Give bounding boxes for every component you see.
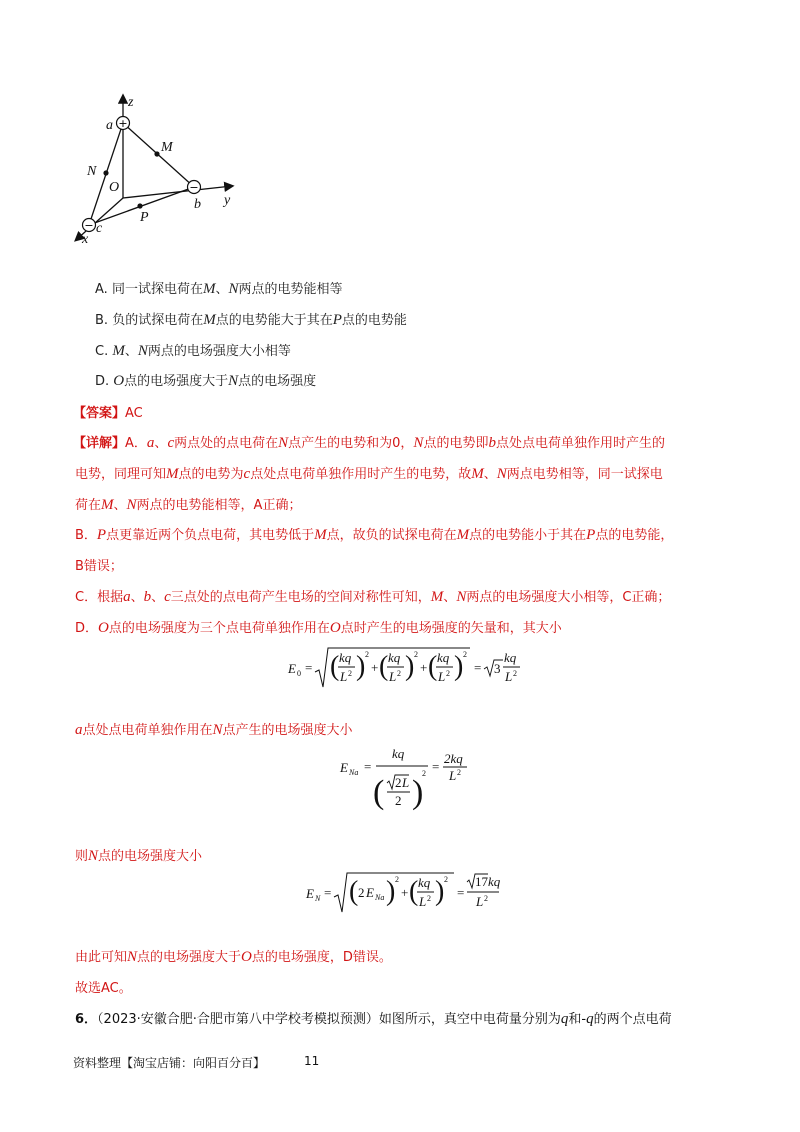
svg-text:kq: kq	[504, 650, 517, 665]
svg-text:=: =	[432, 759, 440, 774]
charge-a	[117, 117, 130, 131]
svg-text:): )	[356, 651, 366, 682]
option-c: C. M、N两点的电场强度大小相等	[95, 343, 291, 359]
svg-text:2: 2	[446, 669, 450, 678]
svg-text:L: L	[402, 775, 410, 790]
svg-text:2: 2	[395, 775, 402, 790]
svg-text:+: +	[420, 660, 428, 675]
svg-text:+: +	[371, 660, 379, 675]
svg-text:=: =	[457, 885, 465, 900]
svg-text:kq: kq	[388, 650, 401, 665]
label-N: N	[87, 164, 97, 179]
point-M	[154, 151, 159, 156]
svg-text:17: 17	[475, 874, 488, 889]
label-O: O	[109, 180, 120, 195]
detail-a-line1: 【详解】A．a、c两点处的点电荷在N点产生的电势和为0，N点的电势即b点处点电荷单独作用时产生的	[73, 435, 665, 451]
label-b: b	[194, 197, 201, 212]
svg-text:2: 2	[513, 669, 517, 678]
svg-text:L: L	[505, 669, 513, 684]
answer-line: 【答案】AC	[73, 406, 143, 421]
svg-text:L: L	[419, 894, 427, 909]
svg-text:kq: kq	[418, 875, 431, 890]
detail-a-line3: 荷在M、N两点的电势能相等，A正确；	[75, 497, 302, 513]
footer-source: 资料整理【淘宝店铺：向阳百分百】	[73, 1056, 266, 1070]
choose-line: 故选AC。	[75, 981, 132, 996]
svg-text:): )	[454, 651, 464, 682]
svg-text:): )	[435, 876, 445, 907]
charge-configuration-figure	[60, 88, 250, 248]
svg-text:2: 2	[457, 768, 461, 777]
svg-text:−: −	[189, 181, 199, 194]
svg-text:=: =	[474, 660, 482, 675]
svg-text:+: +	[118, 117, 128, 130]
option-d: D. O点的电场强度大于N点的电场强度	[95, 373, 317, 389]
svg-text:2: 2	[427, 894, 431, 903]
svg-text:2: 2	[395, 793, 402, 808]
label-a: a	[106, 118, 113, 133]
svg-text:2: 2	[348, 669, 352, 678]
svg-text:2: 2	[484, 894, 488, 903]
detail-b-line2: B错误；	[75, 559, 123, 574]
label-M: M	[161, 140, 173, 155]
svg-text:2: 2	[358, 885, 365, 900]
detail-a-line2: 电势，同理可知M点的电势为c点处点电荷单独作用时产生的电势，故M、N两点电势相等，同一试探电	[75, 466, 663, 482]
svg-text:(: (	[379, 651, 389, 682]
svg-text:2: 2	[444, 875, 448, 884]
equation-ena	[338, 745, 468, 813]
svg-text:L: L	[340, 669, 348, 684]
svg-text:=: =	[324, 885, 332, 900]
point-N	[103, 170, 108, 175]
point-P	[137, 203, 142, 208]
y-axis	[123, 186, 232, 198]
charge-b	[188, 181, 201, 195]
svg-text:2: 2	[395, 875, 399, 884]
svg-text:Na: Na	[349, 768, 359, 777]
svg-text:L: L	[438, 669, 446, 684]
svg-text:=: =	[364, 759, 372, 774]
after-eq1-line: a点处点电荷单独作用在N点产生的电场强度大小	[75, 722, 353, 738]
svg-text:E: E	[366, 885, 374, 900]
svg-text:2: 2	[422, 769, 426, 778]
svg-text:2: 2	[414, 650, 418, 659]
svg-text:(: (	[428, 651, 438, 682]
svg-text:(: (	[373, 774, 385, 811]
svg-text:(: (	[330, 651, 340, 682]
label-x: x	[82, 232, 89, 247]
label-y: y	[224, 193, 231, 208]
svg-text:3: 3	[494, 661, 501, 676]
svg-text:Na: Na	[375, 893, 385, 902]
question-6: 6．（2023·安徽合肥·合肥市第八中学校考模拟预测）如图所示，真空中电荷量分别为q和-q的两个点电荷	[75, 1011, 672, 1027]
svg-text:E: E	[340, 760, 348, 775]
charge-c	[83, 219, 96, 233]
option-b: B. 负的试探电荷在M点的电势能大于其在P点的电势能	[95, 312, 407, 328]
svg-text:L: L	[389, 669, 397, 684]
svg-text:kq: kq	[488, 874, 501, 889]
equation-en	[304, 870, 499, 916]
svg-text:E: E	[288, 661, 296, 676]
svg-text:(: (	[349, 876, 359, 907]
svg-text:L: L	[476, 894, 484, 909]
after-eq2-line: 则N点的电场强度大小	[75, 848, 203, 864]
detail-c-line: C．根据a、b、c三点处的点电荷产生电场的空间对称性可知，M、N两点的电场强度大小相等，C正确；	[75, 589, 671, 605]
svg-text:2: 2	[365, 650, 369, 659]
svg-text:=: =	[305, 660, 313, 675]
svg-text:L: L	[449, 768, 457, 783]
svg-text:kq: kq	[437, 650, 450, 665]
svg-text:2: 2	[397, 669, 401, 678]
svg-text:kq: kq	[392, 746, 405, 761]
svg-text:N: N	[315, 894, 321, 903]
svg-text:−: −	[84, 219, 94, 232]
label-c: c	[96, 221, 103, 236]
label-P: P	[140, 210, 149, 225]
svg-text:2: 2	[463, 650, 467, 659]
svg-text:(: (	[409, 876, 419, 907]
svg-text:2kq: 2kq	[444, 751, 463, 766]
conclusion-line: 由此可知N点的电场强度大于O点的电场强度，D错误。	[75, 949, 392, 965]
svg-text:kq: kq	[339, 650, 352, 665]
option-a: A. 同一试探电荷在M、N两点的电势能相等	[95, 281, 343, 297]
svg-text:): )	[412, 774, 424, 811]
detail-b-line1: B．P点更靠近两个负点电荷，其电势低于M点，故负的试探电荷在M点的电势能小于其在P点的电势能，	[75, 527, 674, 543]
page-number: 11	[304, 1054, 320, 1068]
equation-e0	[286, 645, 521, 691]
svg-text:): )	[386, 876, 396, 907]
svg-text:+: +	[401, 885, 409, 900]
svg-text:0: 0	[297, 669, 301, 678]
svg-text:E: E	[306, 886, 314, 901]
detail-d-line: D．O点的电场强度为三个点电荷单独作用在O点时产生的电场强度的矢量和，其大小	[75, 620, 562, 636]
svg-text:): )	[405, 651, 415, 682]
label-z: z	[128, 95, 134, 110]
